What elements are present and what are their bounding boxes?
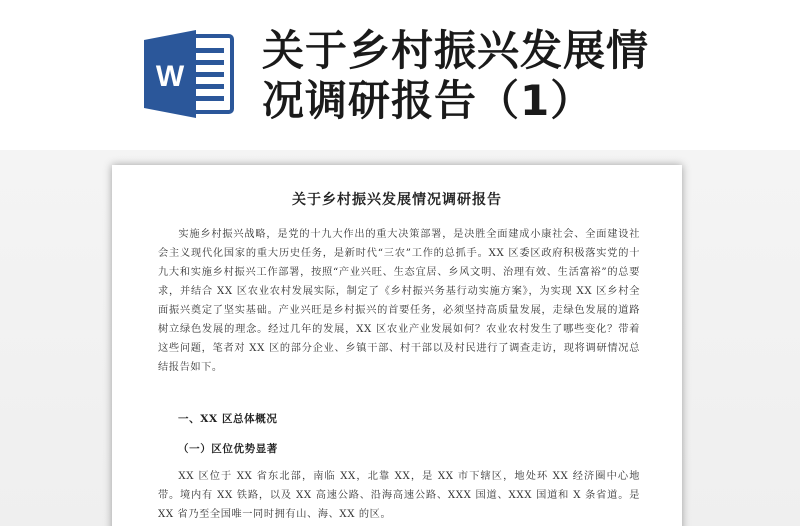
page-title-line2: 况调研报告（1） [262, 76, 594, 125]
document-title: 关于乡村振兴发展情况调研报告 [292, 192, 502, 208]
header [0, 0, 800, 150]
page-title-line1: 关于乡村振兴发展情 [262, 26, 650, 75]
section-heading: 一、XX 区总体概况 [178, 413, 278, 425]
subsection-heading: （一）区位优势显著 [178, 443, 278, 455]
intro-paragraph: 实施乡村振兴战略，是党的十九大作出的重大决策部署，是决胜全面建成小康社会、全面建设社会主义现代化国家的重大历史任务，是新时代“三农”工作的总抓手。XX 区委区政府积极落实党的十九大和实施乡村振兴工作部署，按照“产业兴旺、生态宜居、乡风文明、治理有效、生活富裕”的总要求，并结合 XX 区农业农村发展实际，制定了《乡村振兴务基行动实施方案》，为实现 XX 区乡村全面振兴奠定了坚实基础。产业兴旺是乡村振兴的首要任务，必须坚持高质量发展，走绿色发展的道路树立绿色发展的理念。经过几年的发展，XX 区农业产业发展如何？农业农村发生了哪些变化？带着这些问题，笔者对 XX 区的部分企业、乡镇干部、村干部以及村民进行了调查走访，现将调研情况总结报告如下。 [158, 229, 640, 373]
page-title [262, 26, 722, 126]
word-document-icon [140, 30, 238, 118]
document-page-preview[interactable] [112, 165, 682, 526]
body-paragraph: XX 区位于 XX 省东北部，南临 XX，北靠 XX，是 XX 市下辖区，地处环 XX 经济圈中心地带。境内有 XX 铁路，以及 XX 高速公路、沿海高速公路、XXX 国道、XXX 国道和 X 条省道。是 XX 省乃至全国唯一同时拥有山、海、XX 的区。 [158, 471, 640, 520]
word-icon-letter: W [155, 60, 185, 93]
